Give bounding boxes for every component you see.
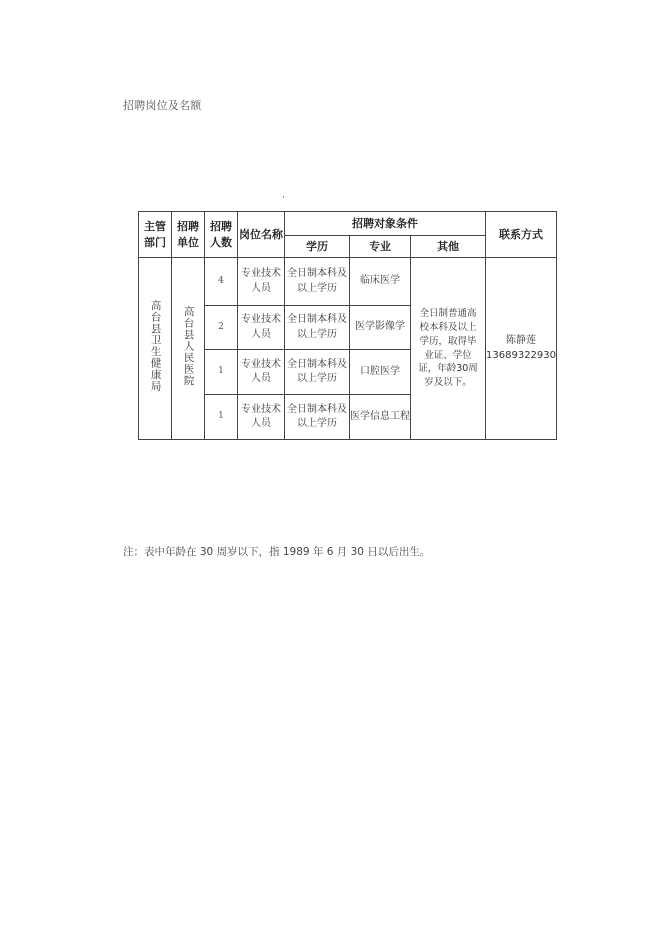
- major-cell: 医学影像学: [350, 306, 411, 350]
- contact-cell: [486, 258, 557, 440]
- stray-dot: ·: [282, 193, 285, 203]
- education-cell: 全日制本科及以上学历: [285, 350, 350, 395]
- table-row: [139, 258, 557, 306]
- contact-phone: 13689322930: [486, 349, 557, 361]
- major-cell: 口腔医学: [350, 350, 411, 395]
- header-contact: 联系方式: [486, 212, 557, 258]
- major-cell: 医学信息工程: [350, 395, 411, 440]
- count-cell: 4: [205, 258, 238, 306]
- contact-name: 陈静莲: [506, 335, 537, 346]
- count-cell: 1: [205, 395, 238, 440]
- header-other: 其他: [411, 236, 486, 258]
- header-unit: 招聘单位: [172, 212, 205, 258]
- position-cell: 专业技术人员: [238, 395, 285, 440]
- unit-text: 高台县人民医院: [182, 305, 195, 386]
- header-dept: 主管部门: [139, 212, 172, 258]
- education-cell: 全日制本科及以上学历: [285, 395, 350, 440]
- dept-text: 高台县卫生健康局: [149, 299, 162, 392]
- position-cell: 专业技术人员: [238, 350, 285, 395]
- position-cell: 专业技术人员: [238, 306, 285, 350]
- header-education: 学历: [285, 236, 350, 258]
- education-cell: 全日制本科及以上学历: [285, 306, 350, 350]
- education-cell: 全日制本科及以上学历: [285, 258, 350, 306]
- recruitment-table: [138, 211, 557, 440]
- dept-cell: [139, 258, 172, 440]
- header-position: 岗位名称: [238, 212, 285, 258]
- section-heading: 招聘岗位及名额: [123, 99, 202, 112]
- other-cell: 全日制普通高校本科及以上学历，取得毕业证、学位证，年龄30周岁及以下。: [411, 258, 486, 440]
- header-count: 招聘人数: [205, 212, 238, 258]
- unit-cell: [172, 258, 205, 440]
- header-conditions: 招聘对象条件: [285, 212, 486, 236]
- footnote: 注：表中年龄在 30 周岁以下，指 1989 年 6 月 30 日以后出生。: [123, 546, 431, 558]
- header-major: 专业: [350, 236, 411, 258]
- major-cell: 临床医学: [350, 258, 411, 306]
- position-cell: 专业技术人员: [238, 258, 285, 306]
- count-cell: 2: [205, 306, 238, 350]
- count-cell: 1: [205, 350, 238, 395]
